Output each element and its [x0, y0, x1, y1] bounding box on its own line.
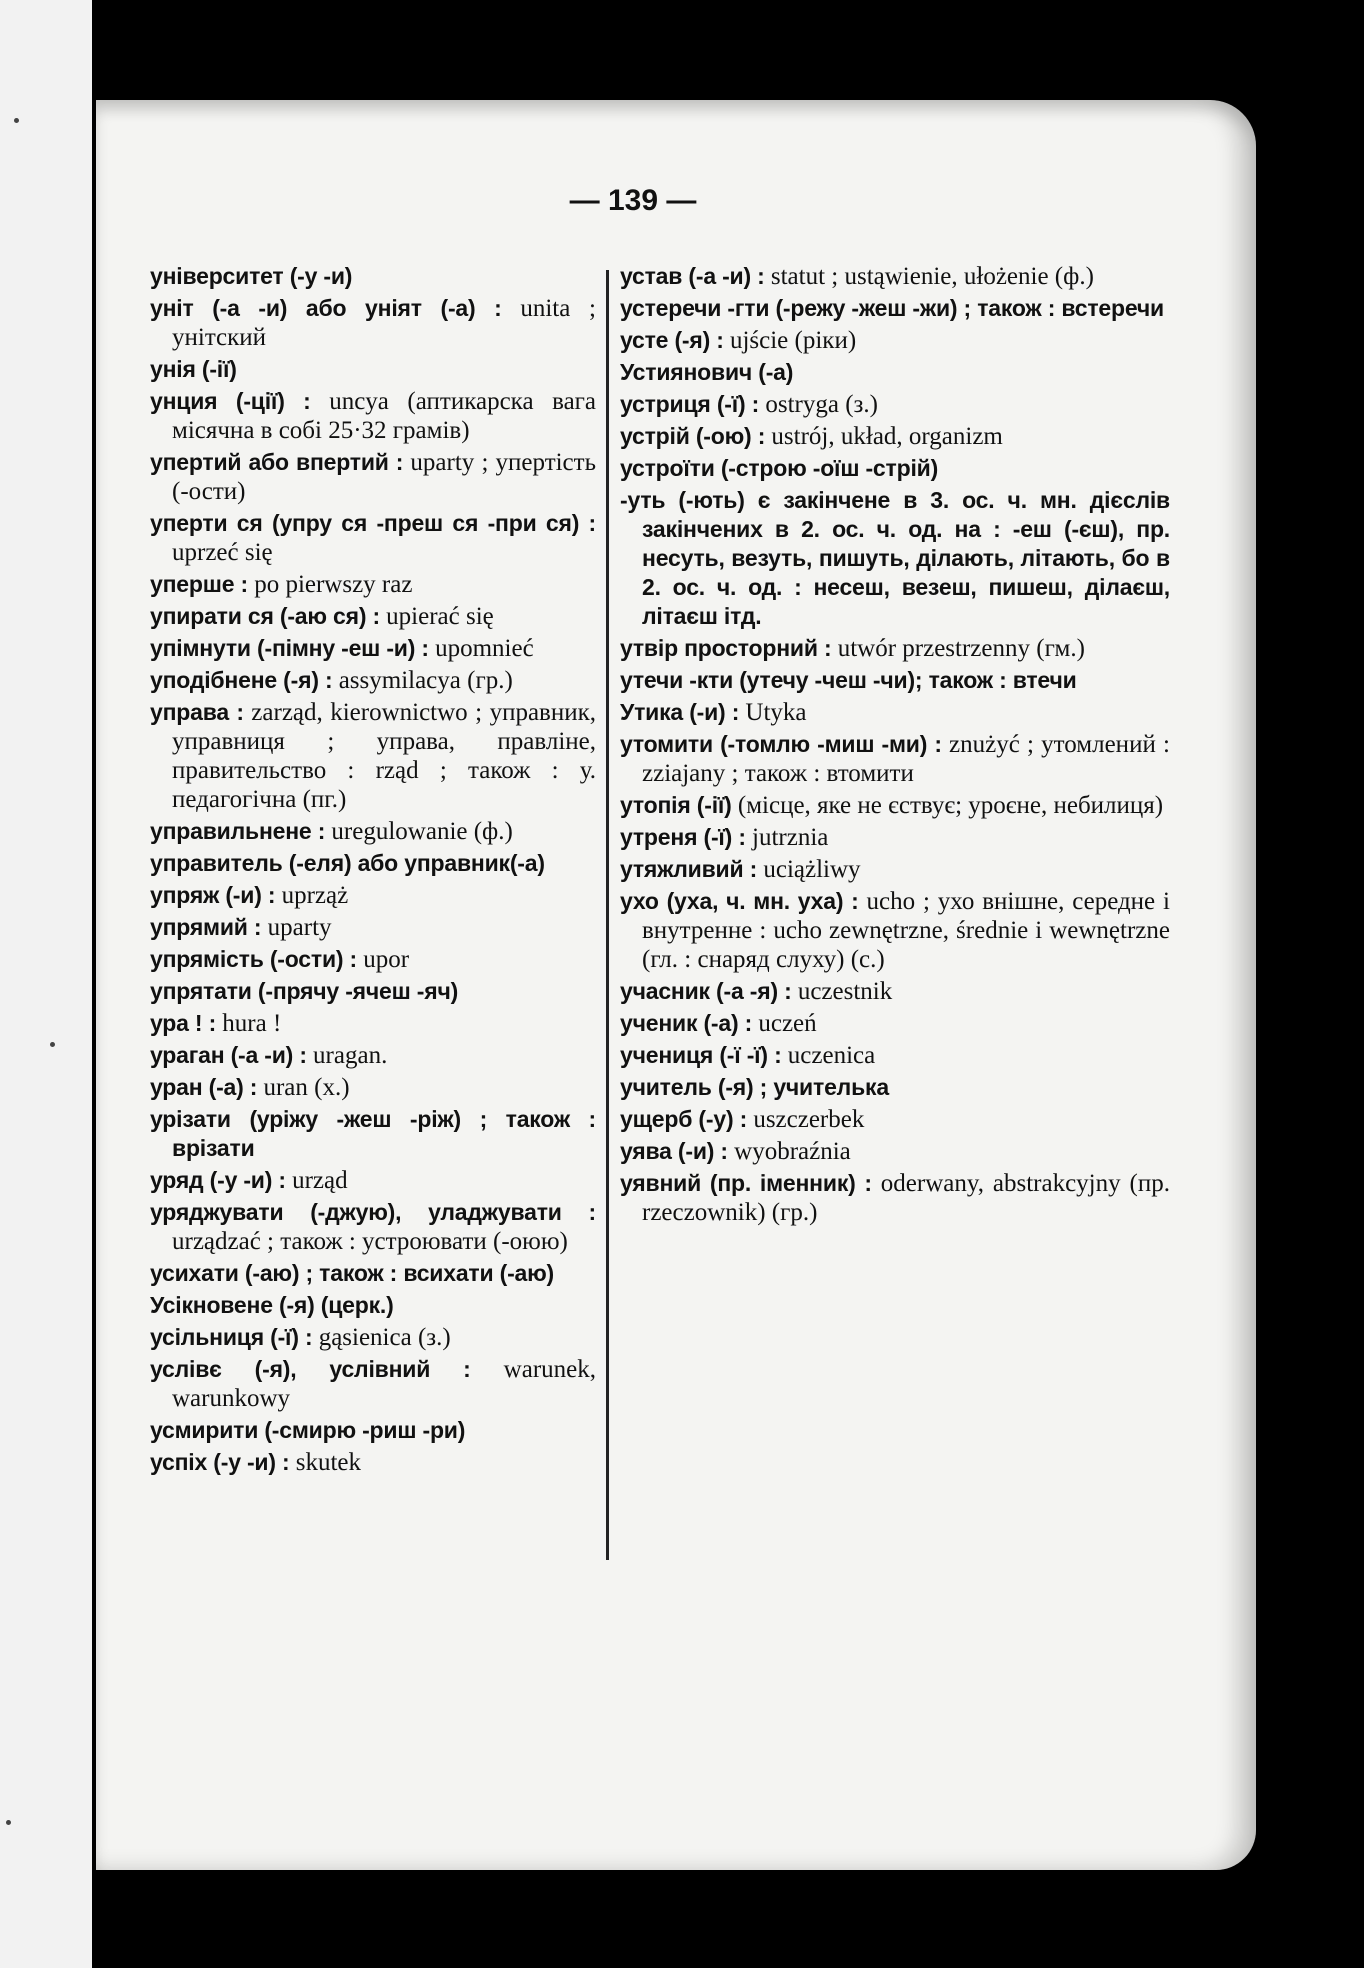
- entry-headword: упертий або впертий :: [150, 449, 404, 475]
- entry-translation: hura !: [222, 1010, 282, 1037]
- dictionary-entry: [150, 1198, 596, 1256]
- dictionary-entry: [150, 698, 596, 814]
- dictionary-entry: [150, 387, 596, 445]
- entry-headword: уявний (пр. іменник) :: [620, 1170, 872, 1196]
- entry-headword: учениця (-ї -ї) :: [620, 1042, 782, 1068]
- dictionary-entry: [150, 881, 596, 910]
- dictionary-entry: [620, 1169, 1170, 1227]
- dictionary-entry: [150, 1259, 596, 1288]
- entry-headword: уперше :: [150, 571, 248, 597]
- entry-headword: утомити (-томлю -миш -ми) :: [620, 731, 942, 757]
- entry-translation: (місце, яке не єствує; уроєне, небилиця): [737, 792, 1164, 819]
- dictionary-entry: [150, 849, 596, 878]
- dictionary-entry: [620, 262, 1170, 291]
- dictionary-entry: [150, 634, 596, 663]
- entry-headword: утопія (-ії): [620, 792, 732, 818]
- entry-translation: Utyka: [745, 699, 807, 726]
- entry-translation: statut ; ustąwienie, ułożenie (ф.): [770, 263, 1094, 290]
- dictionary-entry: [620, 358, 1170, 387]
- entry-headword: успіх (-у -и) :: [150, 1449, 290, 1475]
- entry-translation: oderwany, abstrakcyjny (пр. rzeczownik) (гр.): [642, 1170, 1170, 1226]
- dictionary-entry: [150, 1041, 596, 1070]
- dictionary-entry: [620, 422, 1170, 451]
- dictionary-entry: [150, 977, 596, 1006]
- dictionary-entry: [620, 634, 1170, 663]
- dictionary-entry: [620, 977, 1170, 1006]
- dictionary-entry: [150, 1291, 596, 1320]
- dictionary-entry: [150, 945, 596, 974]
- dictionary-entry: [620, 887, 1170, 974]
- entry-headword: устеречи -гти (-режу -жеш -жи) ; також : встеречи: [620, 295, 1164, 321]
- dictionary-entry: [150, 448, 596, 506]
- speck-mark: [50, 1042, 55, 1047]
- dictionary-entry: [150, 294, 596, 352]
- dictionary-entry: [620, 1073, 1170, 1102]
- dictionary-entry: [620, 486, 1170, 631]
- dictionary-entry: [620, 294, 1170, 323]
- dictionary-entry: [620, 666, 1170, 695]
- entry-headword: устав (-а -и) :: [620, 263, 765, 289]
- entry-headword: упрямий :: [150, 914, 262, 940]
- entry-translation: uprzeć się: [172, 539, 273, 566]
- dictionary-entry: [620, 326, 1170, 355]
- dictionary-entry: [150, 666, 596, 695]
- entry-translation: ucho ; ухо внішне, середне і внутренне : ucho zewnętrzne, średnie i wewnętrzne (гл. : снаряд слуху) (с.): [642, 888, 1170, 973]
- entry-translation: uparty: [267, 914, 332, 941]
- entry-headword: утвір просторний :: [620, 635, 832, 661]
- entry-translation: upor: [363, 946, 410, 973]
- entry-translation: skutek: [295, 1449, 362, 1476]
- dictionary-entry: [150, 817, 596, 846]
- entry-translation: gąsienica (з.): [318, 1324, 451, 1351]
- entry-translation: warunek, warunkowy: [172, 1356, 596, 1412]
- dictionary-entry: [620, 1041, 1170, 1070]
- entry-translation: uragan.: [313, 1042, 388, 1069]
- entry-headword: ура ! :: [150, 1010, 217, 1036]
- entry-headword: усихати (-аю) ; також : всихати (-аю): [150, 1260, 555, 1286]
- entry-headword: унія (-ії): [150, 356, 237, 382]
- dictionary-entry: [620, 791, 1170, 820]
- entry-headword: управа :: [150, 699, 244, 725]
- left-column: [150, 262, 596, 1480]
- dictionary-entry: [150, 509, 596, 567]
- entry-translation: uprząż: [281, 882, 349, 909]
- entry-headword: утяжливий :: [620, 856, 758, 882]
- entry-headword: уподібнене (-я) :: [150, 667, 333, 693]
- entry-translation: upierać się: [386, 603, 494, 630]
- entry-headword: -уть (-ють) є закінчене в 3. ос. ч. мн. дієслів закінчених в 2. ос. ч. од. на : -еш (-єш), пр. несуть, везуть, пишуть, ділають, літають, бо в 2. ос. ч. од. : несеш, везеш, пишеш, ділаєш, літаєш ітд.: [620, 487, 1170, 629]
- entry-headword: урізати (уріжу -жеш -ріж) ; також : врізати: [150, 1106, 596, 1161]
- dictionary-entry: [620, 454, 1170, 483]
- dictionary-entry: [620, 1105, 1170, 1134]
- entry-translation: urządzać ; також : устроювати (-оюю): [172, 1228, 568, 1255]
- entry-translation: upomnieć: [435, 635, 534, 662]
- dictionary-entry: [150, 1416, 596, 1445]
- page-number: — 139 —: [569, 184, 697, 217]
- entry-translation: uran (х.): [263, 1074, 350, 1101]
- entry-headword: усільниця (-ї) :: [150, 1324, 313, 1350]
- entry-translation: jutrznia: [752, 824, 829, 851]
- entry-headword: уперти ся (упру ся -преш ся -при ся) :: [150, 510, 596, 536]
- dictionary-entry: [150, 1355, 596, 1413]
- dictionary-entry: [620, 1009, 1170, 1038]
- dictionary-entry: [620, 730, 1170, 788]
- entry-headword: ураган (-а -и) :: [150, 1042, 307, 1068]
- entry-headword: утреня (-ї) :: [620, 824, 746, 850]
- dictionary-entry: [150, 1009, 596, 1038]
- dictionary-entry: [150, 1448, 596, 1477]
- dictionary-entry: [150, 1166, 596, 1195]
- entry-headword: утечи -кти (утечу -чеш -чи); також : втечи: [620, 667, 1077, 693]
- entry-translation: uczestnik: [797, 978, 893, 1005]
- entry-headword: ухо (уха, ч. мн. уха) :: [620, 888, 859, 914]
- entry-headword: ученик (-а) :: [620, 1010, 753, 1036]
- entry-headword: уява (-и) :: [620, 1138, 728, 1164]
- entry-headword: учитель (-я) ; учителька: [620, 1074, 889, 1100]
- dictionary-entry: [150, 1073, 596, 1102]
- entry-headword: університет (-у -и): [150, 263, 353, 289]
- entry-headword: управильнене :: [150, 818, 326, 844]
- entry-translation: unita ; унітский: [172, 295, 596, 351]
- entry-headword: упрятати (-прячу -ячеш -яч): [150, 978, 459, 1004]
- entry-translation: uciążliwy: [763, 856, 861, 883]
- entry-headword: уряджувати (-джую), уладжувати :: [150, 1199, 596, 1225]
- dictionary-entry: [620, 390, 1170, 419]
- entry-headword: упімнути (-пімну -еш -и) :: [150, 635, 429, 661]
- entry-translation: uczenica: [787, 1042, 876, 1069]
- speck-mark: [14, 118, 19, 123]
- entry-headword: уніт (-а -и) або уніят (-а) :: [150, 295, 502, 321]
- entry-headword: упирати ся (-аю ся) :: [150, 603, 380, 629]
- facing-page-edge: [0, 0, 92, 1968]
- entry-translation: assymilacya (гр.): [338, 667, 513, 694]
- entry-headword: усте (-я) :: [620, 327, 724, 353]
- entry-translation: ostryga (з.): [765, 391, 878, 418]
- entry-headword: устрій (-ою) :: [620, 423, 766, 449]
- right-column: [620, 262, 1170, 1230]
- dictionary-entry: [150, 913, 596, 942]
- entry-headword: уран (-а) :: [150, 1074, 258, 1100]
- entry-headword: унция (-ції) :: [150, 388, 311, 414]
- book-page: [96, 100, 1256, 1870]
- entry-translation: wyobraźnia: [734, 1138, 851, 1165]
- entry-headword: упрямість (-ости) :: [150, 946, 358, 972]
- dictionary-entry: [150, 602, 596, 631]
- entry-headword: управитель (-еля) або управник(-а): [150, 850, 545, 876]
- entry-translation: uszczerbek: [753, 1106, 865, 1133]
- dictionary-entry: [150, 262, 596, 291]
- dictionary-entry: [620, 1137, 1170, 1166]
- entry-translation: utwór przestrzenny (гм.): [837, 635, 1085, 662]
- entry-headword: усмирити (-смирю -риш -ри): [150, 1417, 466, 1443]
- entry-headword: упряж (-и) :: [150, 882, 276, 908]
- entry-headword: уряд (-у -и) :: [150, 1167, 286, 1193]
- entry-translation: uczeń: [758, 1010, 817, 1037]
- entry-headword: устриця (-ї) :: [620, 391, 760, 417]
- speck-mark: [6, 1820, 11, 1825]
- entry-headword: устроїти (-строю -оїш -стрій): [620, 455, 939, 481]
- dictionary-entry: [150, 570, 596, 599]
- entry-headword: Устиянович (-а): [620, 359, 794, 385]
- entry-headword: учасник (-а -я) :: [620, 978, 792, 1004]
- entry-translation: zarząd, kierownictwo ; управник, управниця ; управа, правліне, правительство : rząd ; також : у. педагогічна (пг.): [172, 699, 596, 813]
- entry-translation: ustrój, układ, organizm: [771, 423, 1003, 450]
- entry-translation: po pierwszy raz: [254, 571, 413, 598]
- dictionary-entry: [620, 823, 1170, 852]
- dictionary-entry: [150, 355, 596, 384]
- entry-headword: услівє (-я), услівний :: [150, 1356, 471, 1382]
- entry-translation: ujście (ріки): [729, 327, 857, 354]
- entry-translation: uncya (аптикарска вага місячна в собі 25·32 грамів): [172, 388, 597, 444]
- dictionary-entry: [150, 1323, 596, 1352]
- entry-headword: Утика (-и) :: [620, 699, 740, 725]
- entry-translation: uparty ; упертість (-ости): [172, 449, 596, 505]
- entry-translation: znużyć ; утомлений : zziajany ; також : втомити: [642, 731, 1170, 787]
- entry-headword: Усікновене (-я) (церк.): [150, 1292, 394, 1318]
- dictionary-entry: [150, 1105, 596, 1163]
- column-divider: [606, 270, 609, 1560]
- dictionary-entry: [620, 698, 1170, 727]
- entry-translation: uregulowanie (ф.): [331, 818, 513, 845]
- entry-headword: ущерб (-у) :: [620, 1106, 748, 1132]
- entry-translation: urząd: [292, 1167, 348, 1194]
- dictionary-entry: [620, 855, 1170, 884]
